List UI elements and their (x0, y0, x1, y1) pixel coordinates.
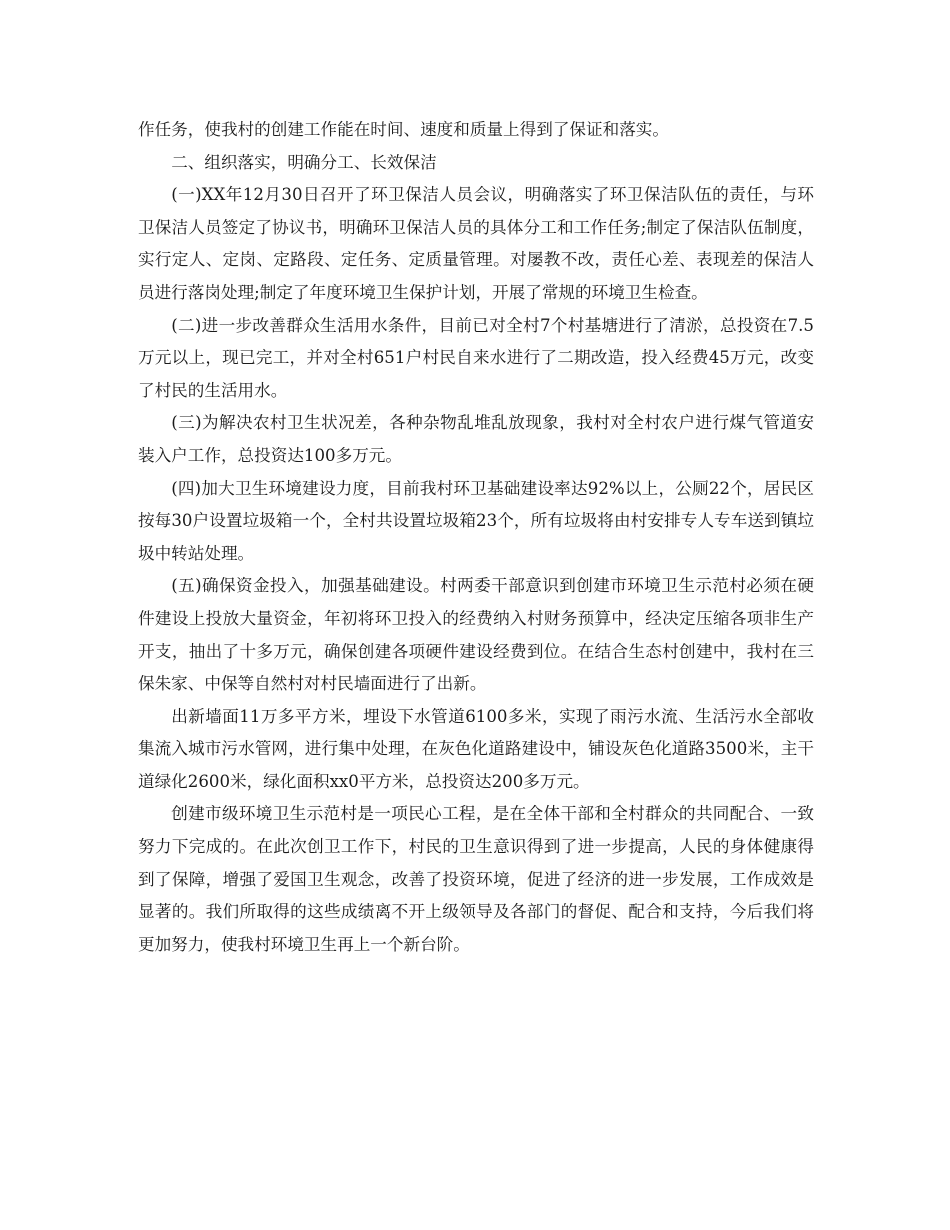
paragraph-item-2: (二)进一步改善群众生活用水条件，目前已对全村7个村基塘进行了清淤，总投资在7.5万元以上，现已完工，并对全村651户村民自来水进行了二期改造，投入经费45万元，改变了村民的生活用水。 (138, 315, 814, 400)
section-heading: 二、组织落实，明确分工、长效保洁 (171, 152, 437, 172)
paragraph-conclusion: 创建市级环境卫生示范村是一项民心工程，是在全体干部和全村群众的共同配合、一致努力下完成的。在此次创卫工作下，村民的卫生意识得到了进一步提高，人民的身体健康得到了保障，增强了爱国卫生观念，改善了投资环境，促进了经济的进一步发展，工作成效是显著的。我们所取得的这些成绩离不开上级领导及各部门的督促、配合和支持，今后我们将更加努力，使我村环境卫生再上一个新台阶。 (138, 804, 814, 954)
document-body (138, 114, 814, 961)
paragraph-wall-renovation: 出新墙面11万多平方米，埋设下水管道6100多米，实现了雨污水流、生活污水全部收集流入城市污水管网，进行集中处理，在灰色化道路建设中，铺设灰色化道路3500米，主干道绿化2600米，绿化面积xx0平方米，总投资达200多万元。 (138, 706, 814, 791)
paragraph-item-4: (四)加大卫生环境建设力度，目前我村环卫基础建设率达92%以上，公厕22个，居民区按每30户设置垃圾箱一个，全村共设置垃圾箱23个，所有垃圾将由村安排专人专车送到镇垃圾中转站处理。 (138, 478, 814, 563)
paragraph-item-5: (五)确保资金投入，加强基础建设。村两委干部意识到创建市环境卫生示范村必须在硬件建设上投放大量资金，年初将环卫投入的经费纳入村财务预算中，经决定压缩各项非生产开支，抽出了十多万元，确保创建各项硬件建设经费到位。在结合生态村创建中，我村在三保朱家、中保等自然村对村民墙面进行了出新。 (138, 576, 814, 694)
paragraph-item-3: (三)为解决农村卫生状况差，各种杂物乱堆乱放现象，我村对全村农户进行煤气管道安装入户工作，总投资达100多万元。 (138, 413, 814, 465)
paragraph-item-1: (一)XX年12月30日召开了环卫保洁人员会议，明确落实了环卫保洁队伍的责任，与环卫保洁人员签定了协议书，明确环卫保洁人员的具体分工和工作任务;制定了保洁队伍制度，实行定人、定岗、定路段、定任务、定质量管理。对屡教不改，责任心差、表现差的保洁人员进行落岗处理;制定了年度环境卫生保护计划，开展了常规的环境卫生检查。 (138, 185, 814, 302)
paragraph-continuation: 作任务，使我村的创建工作能在时间、速度和质量上得到了保证和落实。 (138, 120, 669, 139)
